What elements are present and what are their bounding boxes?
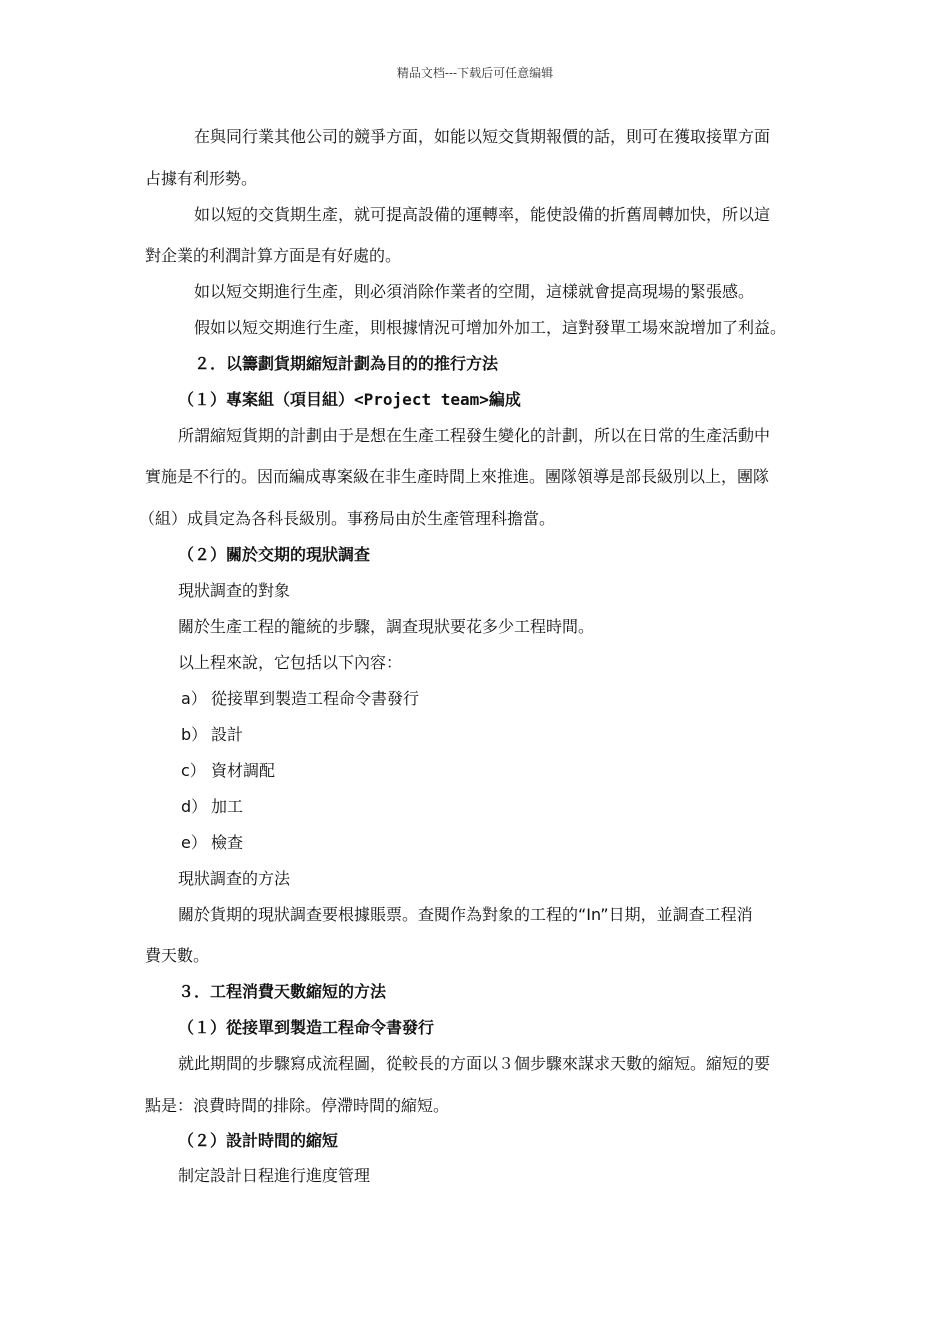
paragraph-project-line2: 實施是不行的。因而編成專案級在非生產時間上來推進。團隊領導是部長級別以上，團隊 bbox=[145, 467, 770, 486]
list-item-text: 加工 bbox=[211, 797, 244, 816]
list-item bbox=[181, 797, 243, 817]
list-item-letter: d） bbox=[181, 797, 208, 816]
list-item-text: 檢查 bbox=[211, 833, 244, 852]
paragraph-project-line1: 所謂縮短貨期的計劃由于是想在生產工程發生變化的計劃，所以在日常的生產活動中 bbox=[178, 426, 771, 445]
text-survey-steps: 關於生產工程的籠統的步驟，調查現狀要花多少工程時間。 bbox=[178, 617, 595, 636]
paragraph-flowchart-line1: 就此期間的步驟寫成流程圖，從較長的方面以３個步驟來謀求天數的縮短。縮短的要 bbox=[178, 1054, 771, 1073]
subheading-order-to-command: （１）從接單到製造工程命令書發行 bbox=[178, 1018, 435, 1037]
list-item-text: 資材調配 bbox=[211, 761, 276, 780]
paragraph-flowchart-line2: 點是：浪費時間的排除。停滯時間的縮短。 bbox=[145, 1096, 450, 1115]
paragraph-tension: 如以短交期進行生產，則必須消除作業者的空閒，這樣就會提高現場的緊張感。 bbox=[194, 282, 755, 301]
text-design-schedule: 制定設計日程進行進度管理 bbox=[178, 1166, 371, 1185]
subheading-project-team-english: <Project team> bbox=[354, 390, 489, 409]
list-item-letter: a） bbox=[181, 689, 207, 708]
page-header: 精品文档---下载后可任意编辑 bbox=[396, 66, 554, 80]
subheading-status-survey: （２）關於交期的現狀調查 bbox=[178, 545, 371, 564]
section-heading-2: ２．以籌劃貨期縮短計劃為目的的推行方法 bbox=[194, 354, 499, 373]
list-item-letter: e） bbox=[181, 833, 207, 852]
text-includes: 以上程來說，它包括以下內容： bbox=[178, 653, 403, 672]
subheading-design-time: （２）設計時間的縮短 bbox=[178, 1131, 339, 1150]
paragraph-project-line3: （組）成員定為各科長級別。事務局由於生產管理科擔當。 bbox=[139, 509, 556, 528]
paragraph-competition-line1: 在與同行業其他公司的競爭方面，如能以短交貨期報價的話，則可在獲取接單方面 bbox=[194, 127, 771, 146]
subheading-project-team-suffix: 編成 bbox=[488, 390, 521, 409]
section-heading-3: ３．工程消費天數縮短的方法 bbox=[178, 982, 387, 1001]
list-item bbox=[181, 725, 243, 745]
paragraph-equipment-line1: 如以短的交貨期生產，就可提高設備的運轉率，能使設備的折舊周轉加快，所以這 bbox=[194, 205, 771, 224]
subheading-project-team bbox=[178, 390, 521, 410]
text-survey-method: 現狀調查的方法 bbox=[178, 869, 291, 888]
text-survey-target: 現狀調查的對象 bbox=[178, 581, 291, 600]
list-item-letter: b） bbox=[181, 725, 208, 744]
list-item-text: 設計 bbox=[211, 725, 244, 744]
paragraph-outsourcing: 假如以短交期進行生產，則根據情況可增加外加工，這對發單工場來說增加了利益。 bbox=[194, 318, 787, 337]
list-item bbox=[181, 761, 275, 781]
subheading-project-team-prefix: （１）專案組（項目組） bbox=[178, 390, 355, 409]
paragraph-equipment-line2: 對企業的利潤計算方面是有好處的。 bbox=[145, 246, 402, 265]
paragraph-method-line1: 關於貨期的現狀調查要根據賬票。查閱作為對象的工程的“In”日期，並調查工程消 bbox=[178, 905, 753, 924]
list-item-letter: c） bbox=[181, 761, 206, 780]
paragraph-competition-line2: 占據有利形勢。 bbox=[145, 169, 258, 188]
list-item-text: 從接單到製造工程命令書發行 bbox=[211, 689, 420, 708]
list-item bbox=[181, 689, 419, 709]
list-item bbox=[181, 833, 243, 853]
paragraph-method-line2: 費天數。 bbox=[145, 946, 210, 965]
